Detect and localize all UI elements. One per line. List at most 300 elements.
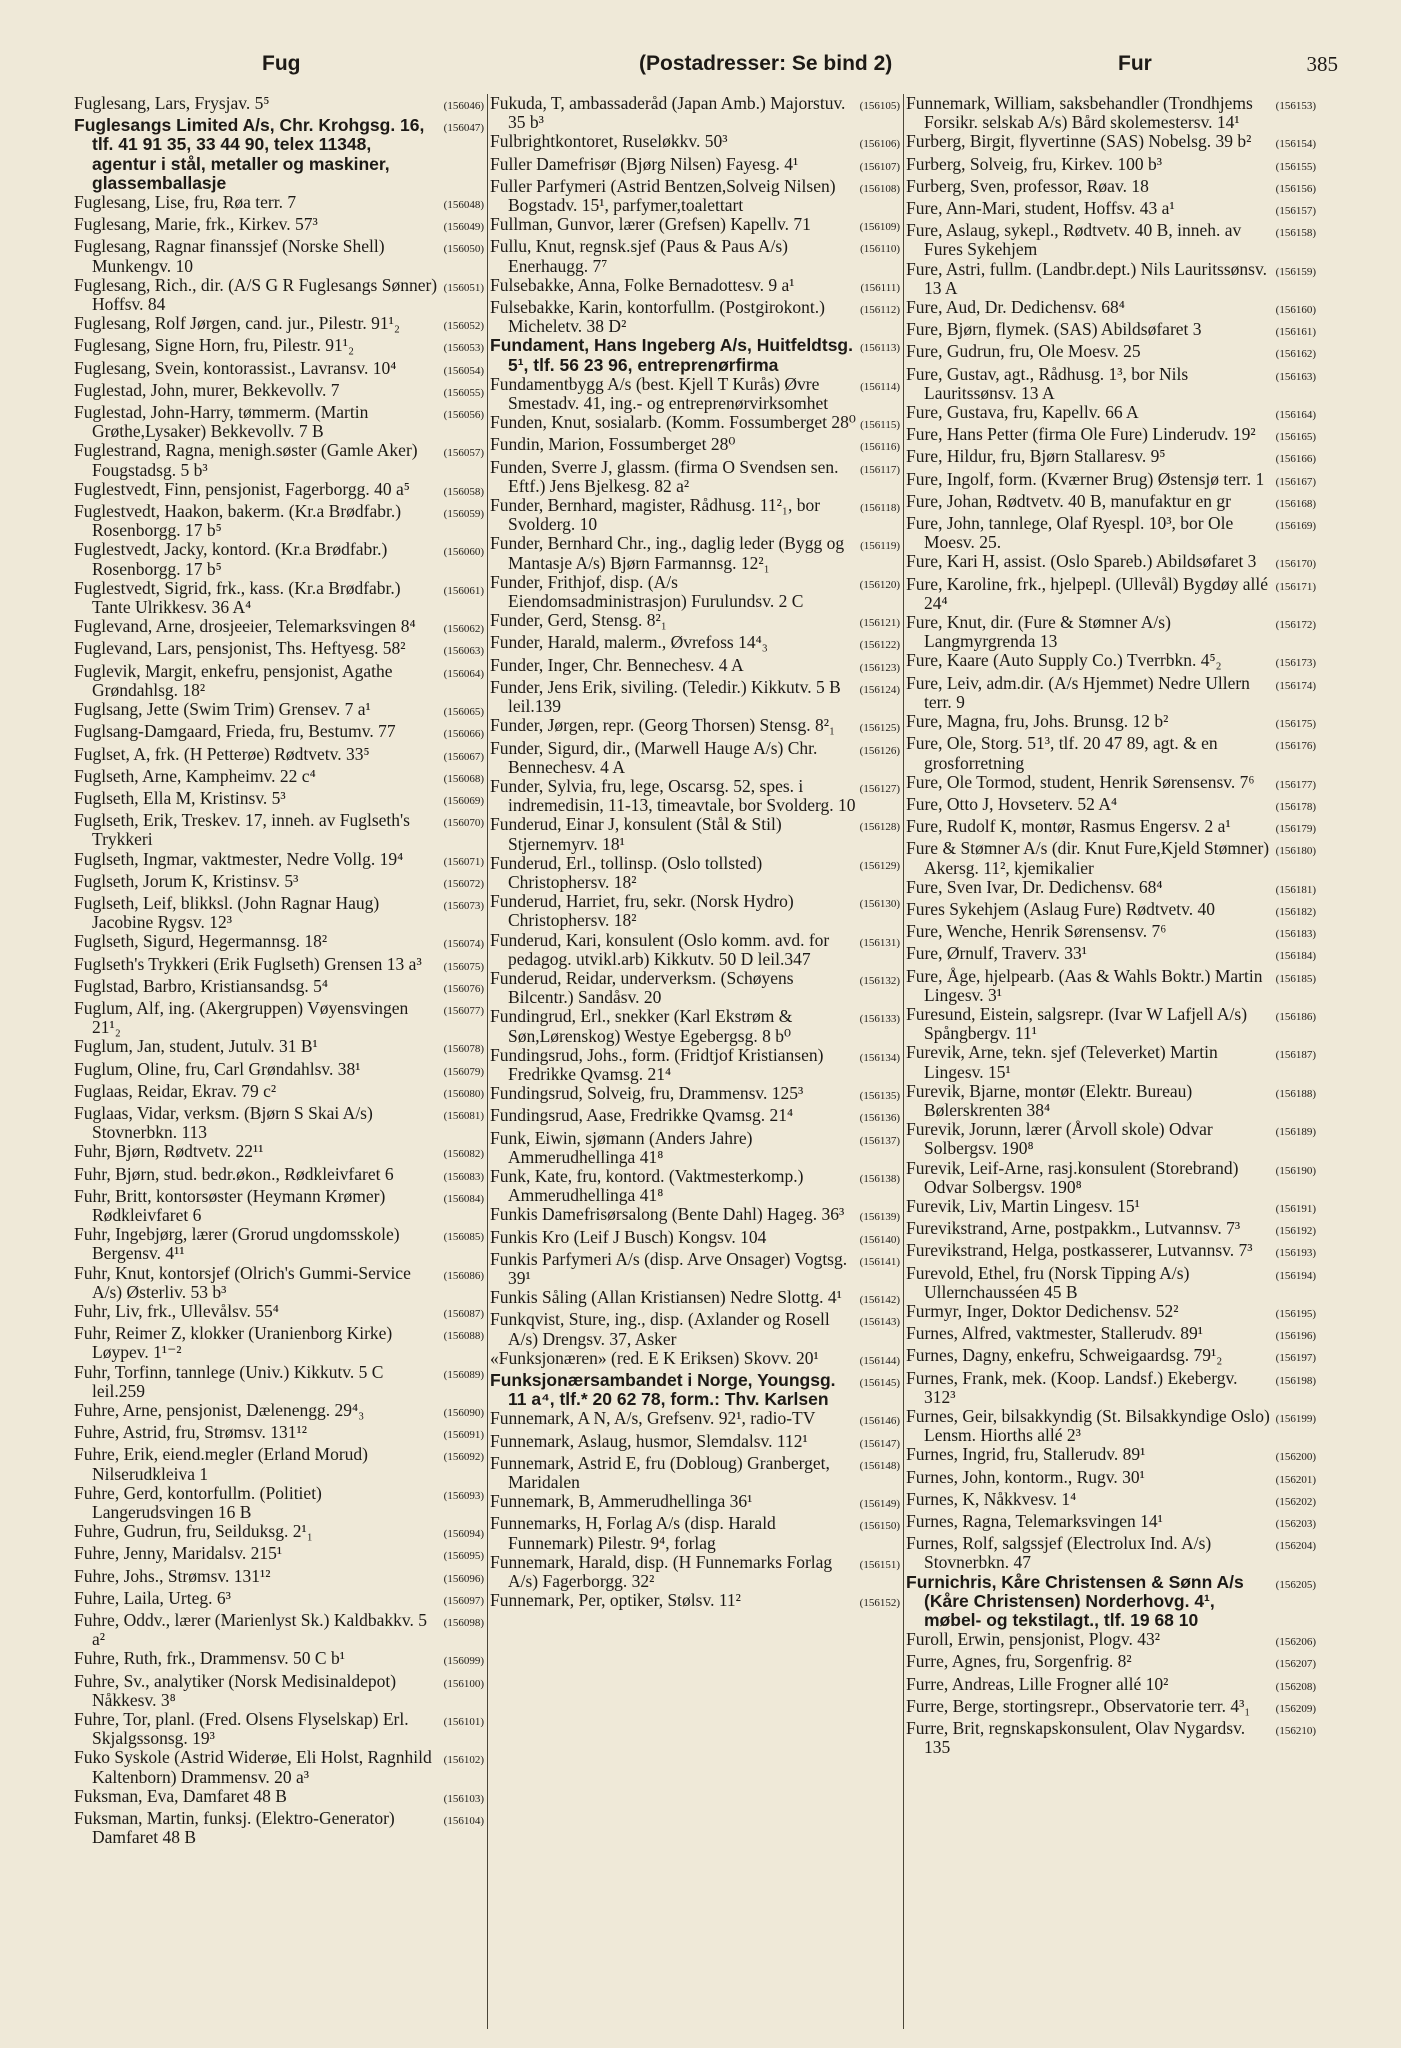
entry-text: Fure, Hans Petter (firma Ole Fure) Linderudv. 19²	[906, 424, 1256, 445]
entry-text: Funnemark, William, saksbehandler (Trondhjems Forsikr. selskab A/s) Bård skolemestersv. 14¹	[906, 94, 1253, 133]
entry-number: (156194)	[1275, 1269, 1316, 1282]
entry-number: (156087)	[443, 1307, 484, 1320]
entry-text: Furre, Brit, regnskapskonsulent, Olav Nygardsv. 135	[906, 1718, 1246, 1758]
entry-text: Fukuda, T, ambassaderåd (Japan Amb.) Majorstuv. 35 b³	[490, 94, 846, 133]
entry-number: (156096)	[443, 1572, 484, 1585]
entry-number: (156079)	[443, 1065, 484, 1078]
entry-text: Funder, Frithjof, disp. (A/s Eiendomsadministrasjon) Furulundsv. 2 C	[490, 571, 804, 612]
entry-text: Fuhre, Arne, pensjonist, Dælenengg. 29⁴₃	[74, 1400, 365, 1420]
directory-entry	[74, 767, 484, 789]
entry-number: (156203)	[1275, 1518, 1316, 1531]
entry-text: Fuhr, Knut, kontorsjef (Olrich's Gummi-Service A/s) Østerliv. 53 b³	[74, 1262, 411, 1302]
header-first-word: Fug	[262, 52, 301, 75]
directory-entry	[490, 1349, 900, 1371]
entry-number: (156169)	[1275, 520, 1316, 533]
directory-entry	[906, 132, 1316, 154]
entry-text: Funkis Damefrisørsalong (Bente Dahl) Hageg. 36³	[490, 1204, 845, 1225]
entry-number: (156196)	[1275, 1330, 1316, 1343]
entry-number: (156108)	[859, 182, 900, 195]
directory-entry	[74, 1445, 484, 1483]
entry-number: (156122)	[859, 639, 900, 652]
directory-entry	[74, 1649, 484, 1671]
entry-text: Fure, Ole, Storg. 51³, tlf. 20 47 89, agt. & en grosforretning	[906, 733, 1218, 773]
entry-number: (156146)	[859, 1415, 900, 1428]
directory-entry	[74, 1787, 484, 1809]
entry-number: (156151)	[859, 1558, 900, 1571]
entry-number: (156107)	[859, 160, 900, 173]
entry-text: Funk, Eiwin, sjømann (Anders Jahre) Ammerudhellinga 41⁸	[490, 1127, 753, 1167]
entry-text: Fure, Wenche, Henrik Sørensensv. 7⁶	[906, 921, 1167, 942]
entry-text: Funderud, Harriet, fru, sekr. (Norsk Hydro) Christophersv. 18²	[490, 891, 794, 931]
directory-entry	[490, 1167, 900, 1205]
entry-text: Fundingsrud, Solveig, fru, Drammensv. 125³	[490, 1083, 804, 1104]
entry-text: Furevold, Ethel, fru (Norsk Tipping A/s) Ullernchausséen 45 B	[906, 1262, 1190, 1302]
entry-text: Funderud, Reidar, underverksm. (Schøyens Bilcentr.) Sandåsv. 20	[490, 967, 794, 1008]
entry-number: (156179)	[1275, 823, 1316, 836]
directory-entry	[74, 94, 484, 116]
entry-number: (156118)	[860, 502, 900, 515]
entry-number: (156206)	[1275, 1636, 1316, 1649]
directory-entry	[74, 850, 484, 872]
directory-entry	[906, 1324, 1316, 1346]
entry-text: Fuhr, Bjørn, stud. bedr.økon., Rødkleivfaret 6	[74, 1163, 394, 1184]
directory-entry	[74, 1037, 484, 1059]
entry-text: Fuglaas, Vidar, verksm. (Bjørn S Skai A/s) Stovnerbkn. 113	[74, 1102, 373, 1143]
directory-entry	[906, 1445, 1316, 1467]
entry-number: (156112)	[860, 304, 900, 317]
directory-entry	[906, 1005, 1316, 1043]
entry-text: Fuglestvedt, Haakon, bakerm. (Kr.a Brødfabr.) Rosenborgg. 17 b⁵	[74, 501, 402, 541]
column-3	[906, 94, 1320, 2029]
entry-text: Fuglesang, Ragnar finanssjef (Norske Shell) Munkengv. 10	[74, 236, 385, 276]
entry-text: Funnemark, Astrid E, fru (Dobloug) Granberget, Maridalen	[490, 1452, 830, 1493]
entry-number: (156130)	[859, 898, 900, 911]
directory-entry	[74, 116, 484, 193]
entry-number: (156139)	[859, 1211, 900, 1224]
entry-text: Fures Sykehjem (Aslaug Fure) Rødtvetv. 40	[906, 898, 1215, 919]
entry-text: Fuglsang, Jette (Swim Trim) Grensev. 7 a¹	[74, 699, 371, 720]
directory-entry	[490, 656, 900, 678]
directory-entry	[74, 1060, 484, 1082]
entry-text: Fuglestad, John, murer, Bekkevollv. 7	[74, 379, 340, 400]
entry-text: Furberg, Solveig, fru, Kirkev. 100 b³	[906, 153, 1163, 174]
entry-text: Furevik, Bjarne, montør (Elektr. Bureau) Bølerskrenten 38⁴	[906, 1080, 1193, 1120]
entry-number: (156172)	[1275, 619, 1316, 632]
entry-number: (156102)	[443, 1754, 484, 1767]
entry-text: Funder, Sylvia, fru, lege, Oscarsg. 52, spes. i indremedisin, 11-13, timeavtale, bor Svolderg. 10	[490, 775, 856, 816]
directory-entry	[74, 403, 484, 441]
entry-text: Fulbrightkontoret, Ruseløkkv. 50³	[490, 131, 728, 152]
directory-entry	[906, 1159, 1316, 1197]
directory-entry	[906, 155, 1316, 177]
directory-entry	[74, 579, 484, 617]
entry-number: (156070)	[443, 817, 484, 830]
entry-number: (156148)	[859, 1459, 900, 1472]
entry-number: (156192)	[1275, 1225, 1316, 1238]
directory-entry	[74, 1104, 484, 1142]
entry-number: (156111)	[860, 281, 900, 294]
entry-number: (156175)	[1275, 718, 1316, 731]
entry-number: (156178)	[1275, 800, 1316, 813]
directory-entry	[906, 1082, 1316, 1120]
directory-entry	[906, 1043, 1316, 1081]
entry-number: (156158)	[1275, 227, 1316, 240]
entry-number: (156092)	[443, 1451, 484, 1464]
entry-text: Fuglestvedt, Jacky, kontord. (Kr.a Brødfabr.) Rosenborgg. 17 b⁵	[74, 539, 388, 579]
entry-text: Funksjonærsambandet i Norge, Youngsg. 11 a⁴, tlf.* 20 62 78, form.: Thv. Karlsen	[490, 1370, 836, 1410]
entry-text: Funkis Parfymeri A/s (disp. Arve Onsager) Vogtsg. 39¹	[490, 1248, 848, 1288]
entry-number: (156106)	[859, 138, 900, 151]
entry-number: (156052)	[443, 320, 484, 333]
entry-text: Furoll, Erwin, pensjonist, Plogv. 43²	[906, 1629, 1160, 1650]
entry-text: Funderud, Einar J, konsulent (Stål & Stil) Stjernemyrv. 18¹	[490, 814, 782, 854]
directory-entry	[74, 662, 484, 700]
entry-number: (156207)	[1275, 1658, 1316, 1671]
directory-entry	[490, 1250, 900, 1288]
entry-number: (156076)	[443, 982, 484, 995]
entry-text: Fuglseth, Leif, blikksl. (John Ragnar Haug) Jacobine Rygsv. 12³	[74, 892, 380, 933]
directory-entry	[490, 1492, 900, 1514]
entry-number: (156156)	[1275, 182, 1316, 195]
directory-entry	[490, 336, 900, 374]
entry-number: (156144)	[859, 1354, 900, 1367]
directory-entry	[74, 700, 484, 722]
entry-number: (156163)	[1275, 370, 1316, 383]
entry-number: (156180)	[1275, 845, 1316, 858]
entry-number: (156188)	[1275, 1087, 1316, 1100]
entry-number: (156051)	[443, 281, 484, 294]
entry-text: Fuhre, Laila, Urteg. 6³	[74, 1587, 231, 1608]
directory-entry	[74, 1522, 484, 1544]
entry-text: Fuglesang, Lars, Frysjav. 5⁵	[74, 94, 270, 113]
entry-text: Fuglseth's Trykkeri (Erik Fuglseth) Grensen 13 a³	[74, 953, 422, 974]
entry-number: (156094)	[443, 1528, 484, 1541]
entry-number: (156127)	[859, 782, 900, 795]
entry-number: (156165)	[1275, 431, 1316, 444]
directory-entry	[74, 540, 484, 578]
directory-entry	[74, 359, 484, 381]
entry-number: (156161)	[1275, 326, 1316, 339]
entry-text: Fundin, Marion, Fossumberget 28⁰	[490, 434, 736, 455]
entry-number: (156084)	[443, 1192, 484, 1205]
directory-entry	[490, 1205, 900, 1227]
entry-text: Fuglevand, Arne, drosjeeier, Telemarksvingen 8⁴	[74, 616, 416, 637]
entry-text: Fure, Sven Ivar, Dr. Dedichensv. 68⁴	[906, 876, 1163, 897]
directory-entry	[490, 1310, 900, 1348]
directory-entry	[490, 1371, 900, 1409]
directory-entry	[74, 811, 484, 849]
directory-entry	[490, 633, 900, 655]
entry-text: Fuglseth, Sigurd, Hegermannsg. 18²	[74, 931, 328, 952]
entry-number: (156110)	[860, 243, 900, 256]
entry-number: (156080)	[443, 1087, 484, 1100]
entry-number: (156155)	[1275, 160, 1316, 173]
directory-entry	[906, 470, 1316, 492]
directory-entry	[490, 777, 900, 815]
entry-text: Fulsebakke, Anna, Folke Bernadottesv. 9 a¹	[490, 274, 795, 295]
directory-entry	[906, 773, 1316, 795]
entry-number: (156152)	[859, 1597, 900, 1610]
entry-number: (156073)	[443, 899, 484, 912]
directory-entry	[906, 817, 1316, 839]
directory-entry	[74, 1809, 484, 1847]
entry-number: (156058)	[443, 485, 484, 498]
entry-number: (156059)	[443, 508, 484, 521]
entry-text: Fuhre, Jenny, Maridalsv. 215¹	[74, 1543, 283, 1564]
directory-entry	[74, 1302, 484, 1324]
directory-entry	[490, 132, 900, 154]
entry-number: (156114)	[860, 380, 900, 393]
entry-text: Fulsebakke, Karin, kontorfullm. (Postgirokont.) Micheletv. 38 D²	[490, 297, 825, 337]
entry-number: (156065)	[443, 706, 484, 719]
column-divider	[487, 94, 488, 2029]
entry-number: (156101)	[443, 1716, 484, 1729]
column-1	[74, 94, 488, 2029]
directory-entry	[906, 1468, 1316, 1490]
entry-number: (156147)	[859, 1437, 900, 1450]
directory-entry	[906, 221, 1316, 259]
directory-entry	[490, 815, 900, 853]
directory-entry	[74, 977, 484, 999]
directory-entry	[490, 237, 900, 275]
entry-number: (156183)	[1275, 928, 1316, 941]
directory-entry	[490, 573, 900, 611]
entry-text: Furevik, Jorunn, lærer (Årvoll skole) Odvar Solbergsv. 190⁸	[906, 1119, 1213, 1159]
directory-entry	[490, 94, 900, 132]
entry-number: (156136)	[859, 1112, 900, 1125]
directory-entry	[74, 1567, 484, 1589]
entry-text: Fure, Gustava, fru, Kapellv. 66 A	[906, 402, 1139, 423]
entry-text: Furberg, Sven, professor, Røav. 18	[906, 175, 1149, 196]
directory-entry	[74, 441, 484, 479]
entry-text: Fuhre, Tor, planl. (Fred. Olsens Flyselskap) Erl. Skjalgssonsg. 19³	[74, 1709, 409, 1749]
entry-text: Furesund, Eistein, salgsrepr. (Ivar W Lafjell A/s) Spångbergv. 11¹	[906, 1003, 1248, 1044]
entry-text: Furevik, Leif-Arne, rasj.konsulent (Storebrand) Odvar Solbergsv. 190⁸	[906, 1157, 1239, 1197]
directory-entry	[490, 969, 900, 1007]
entry-number: (156077)	[443, 1004, 484, 1017]
entry-text: Furnichris, Kåre Christensen & Sønn A/s (Kåre Christensen) Norderhovg. 4¹, møbel- og tekstilagt., tlf. 19 68 10	[906, 1571, 1244, 1631]
page-header	[74, 52, 1338, 82]
entry-number: (156198)	[1275, 1374, 1316, 1387]
entry-text: Furnes, Ingrid, fru, Stallerudv. 89¹	[906, 1444, 1146, 1465]
entry-text: Fuhr, Reimer Z, klokker (Uranienborg Kirke) Løypev. 1¹⁻²	[74, 1323, 393, 1363]
directory-entry	[490, 155, 900, 177]
entry-text: Fuksman, Eva, Damfaret 48 B	[74, 1785, 287, 1806]
entry-number: (156150)	[859, 1520, 900, 1533]
entry-text: Funder, Gerd, Stensg. 8²₁	[490, 610, 667, 631]
directory-entry	[490, 611, 900, 633]
entry-number: (156123)	[859, 661, 900, 674]
directory-entry	[74, 639, 484, 661]
entry-text: Fure, Ann-Mari, student, Hoffsv. 43 a¹	[906, 198, 1175, 219]
entry-number: (156131)	[859, 936, 900, 949]
entry-text: Funnemark, Harald, disp. (H Funnemarks Forlag A/s) Fagerborgg. 32²	[490, 1551, 833, 1592]
directory-entry	[490, 435, 900, 457]
directory-entry	[74, 1363, 484, 1401]
entry-text: Furberg, Birgit, flyvertinne (SAS) Nobelsg. 39 b²	[906, 131, 1252, 152]
entry-number: (156062)	[443, 623, 484, 636]
directory-entry	[906, 425, 1316, 447]
entry-text: Funder, Jørgen, repr. (Georg Thorsen) Stensg. 8²₁	[490, 715, 836, 736]
entry-number: (156060)	[443, 546, 484, 559]
entry-text: Fuglum, Jan, student, Jutulv. 31 B¹	[74, 1036, 318, 1057]
entry-number: (156109)	[859, 221, 900, 234]
entry-text: Fure, Ingolf, form. (Kværner Brug) Østensjø terr. 1	[906, 468, 1265, 489]
entry-number: (156154)	[1275, 138, 1316, 151]
entry-text: Fuller Parfymeri (Astrid Bentzen,Solveig Nilsen) Bogstadv. 15¹, parfymer,toalettart	[490, 175, 836, 216]
entry-number: (156046)	[443, 100, 484, 112]
entry-number: (156081)	[443, 1109, 484, 1122]
directory-entry	[490, 1084, 900, 1106]
entry-number: (156078)	[443, 1043, 484, 1056]
entry-text: Furevikstrand, Arne, postpakkm., Lutvannsv. 7³	[906, 1218, 1241, 1239]
directory-entry	[906, 575, 1316, 613]
entry-number: (156145)	[859, 1377, 900, 1389]
directory-entry	[74, 237, 484, 275]
directory-entry	[490, 1228, 900, 1250]
directory-entry	[906, 795, 1316, 817]
directory-entry	[490, 1514, 900, 1552]
entry-number: (156140)	[859, 1233, 900, 1246]
entry-text: Furnes, K, Nåkkvesv. 1⁴	[906, 1488, 1077, 1509]
directory-entry	[490, 892, 900, 930]
directory-entry	[906, 1407, 1316, 1445]
directory-entry	[906, 1264, 1316, 1302]
entry-number: (156057)	[443, 447, 484, 460]
entry-text: Fure, Ole Tormod, student, Henrik Sørensensv. 7⁶	[906, 771, 1255, 792]
directory-entry	[74, 1401, 484, 1423]
directory-entry	[490, 1007, 900, 1045]
entry-text: Fuhr, Ingebjørg, lærer (Grorud ungdomsskole) Bergensv. 4¹¹	[74, 1224, 400, 1264]
entry-number: (156137)	[859, 1134, 900, 1147]
directory-entry	[74, 1423, 484, 1445]
entry-text: Fuglesang, Rich., dir. (A/S G R Fuglesangs Sønner) Hoffsv. 84	[74, 274, 438, 315]
entry-number: (156082)	[443, 1148, 484, 1161]
directory-entry	[74, 1142, 484, 1164]
directory-entry	[906, 94, 1316, 132]
entry-text: Furre, Berge, stortingsrepr., Observatorie terr. 4³₁	[906, 1695, 1251, 1716]
entry-text: Fuhre, Astrid, fru, Strømsv. 131¹²	[74, 1422, 307, 1443]
directory-entry	[490, 215, 900, 237]
directory-entry	[490, 1129, 900, 1167]
entry-number: (156049)	[443, 221, 484, 234]
entry-number: (156162)	[1275, 348, 1316, 361]
directory-entry	[74, 745, 484, 767]
entry-text: Fure, Kari H, assist. (Oslo Spareb.) Abildsøfaret 3	[906, 551, 1257, 572]
directory-entry	[74, 617, 484, 639]
entry-number: (156129)	[859, 859, 900, 872]
entry-text: Fure, John, tannlege, Olaf Ryespl. 10³, bor Ole Moesv. 25.	[906, 513, 1234, 553]
column-divider	[903, 94, 904, 2029]
entry-text: Fuglseth, Erik, Treskev. 17, inneh. av Fuglseth's Trykkeri	[74, 810, 410, 850]
entry-number: (156116)	[860, 441, 900, 454]
directory-entry	[906, 1369, 1316, 1407]
entry-text: Fuglseth, Ingmar, vaktmester, Nedre Vollg. 19⁴	[74, 848, 404, 869]
entry-text: Fure, Otto J, Hovseterv. 52 A⁴	[906, 793, 1118, 814]
entry-number: (156164)	[1275, 409, 1316, 422]
entry-text: Fure, Karoline, frk., hjelpepl. (Ullevål) Bygdøy allé 24⁴	[906, 573, 1269, 613]
entry-number: (156063)	[443, 645, 484, 658]
entry-text: Fure, Knut, dir. (Fure & Stømner A/s) Langmyrgrenda 13	[906, 612, 1171, 652]
directory-entry	[490, 177, 900, 215]
directory-entry	[74, 1589, 484, 1611]
directory-entry	[906, 552, 1316, 574]
page-number: 385	[1306, 52, 1338, 76]
entry-number: (156153)	[1275, 100, 1316, 112]
directory-entry	[74, 1324, 484, 1362]
directory-entry	[906, 177, 1316, 199]
directory-entry	[906, 199, 1316, 221]
entry-text: Furevik, Liv, Martin Lingesv. 15¹	[906, 1195, 1140, 1216]
entry-text: Furnes, Alfred, vaktmester, Stallerudv. 89¹	[906, 1323, 1203, 1344]
entry-number: (156135)	[859, 1090, 900, 1103]
entry-text: Fuglaas, Reidar, Ekrav. 79 c²	[74, 1080, 277, 1101]
entry-text: Fundingsrud, Aase, Fredrikke Qvamsg. 21⁴	[490, 1105, 794, 1126]
entry-number: (156103)	[443, 1792, 484, 1805]
entry-text: Fuglum, Oline, fru, Carl Grøndahlsv. 38¹	[74, 1058, 361, 1079]
entry-text: Funder, Inger, Chr. Bennechesv. 4 A	[490, 654, 744, 675]
entry-text: Furnes, Geir, bilsakkyndig (St. Bilsakkyndige Oslo) Lensm. Hiorths allé 2³	[906, 1406, 1270, 1446]
entry-text: Fuhre, Oddv., lærer (Marienlyst Sk.) Kaldbakkv. 5 a²	[74, 1610, 428, 1650]
entry-number: (156149)	[859, 1498, 900, 1511]
directory-entry	[490, 276, 900, 298]
directory-entry	[906, 514, 1316, 552]
entry-text: Furnes, Ragna, Telemarksvingen 14¹	[906, 1511, 1163, 1532]
directory-entry	[74, 1225, 484, 1263]
directory-entry	[74, 1187, 484, 1225]
entry-text: Fuhr, Britt, kontorsøster (Heymann Krømer) Rødkleivfaret 6	[74, 1185, 386, 1225]
entry-text: Fure, Ørnulf, Traverv. 33¹	[906, 943, 1088, 964]
entry-text: Fuglseth, Ella M, Kristinsv. 5³	[74, 787, 286, 808]
entry-number: (156061)	[443, 584, 484, 597]
entry-number: (156093)	[443, 1489, 484, 1502]
entry-number: (156075)	[443, 960, 484, 973]
entry-number: (156050)	[443, 243, 484, 256]
directory-entry	[490, 1432, 900, 1454]
entry-number: (156189)	[1275, 1126, 1316, 1139]
directory-entry	[906, 712, 1316, 734]
entry-text: Funder, Jens Erik, siviling. (Teledir.) Kikkutv. 5 B leil.139	[490, 676, 841, 717]
directory-entry	[74, 1611, 484, 1649]
directory-entry	[74, 955, 484, 977]
entry-text: Funder, Harald, malerm., Øvrefoss 14⁴₃	[490, 632, 768, 653]
entry-number: (156142)	[859, 1294, 900, 1307]
entry-number: (156167)	[1275, 475, 1316, 488]
entry-number: (156209)	[1275, 1702, 1316, 1715]
entry-number: (156204)	[1275, 1540, 1316, 1553]
entry-text: Funden, Knut, sosialarb. (Komm. Fossumberget 28⁰	[490, 412, 856, 433]
entry-number: (156160)	[1275, 304, 1316, 317]
entry-number: (156085)	[443, 1231, 484, 1244]
directory-entry	[74, 894, 484, 932]
entry-text: Fuhre, Ruth, frk., Drammensv. 50 C b¹	[74, 1648, 345, 1669]
entry-number: (156054)	[443, 364, 484, 377]
directory-entry	[906, 1197, 1316, 1219]
entry-number: (156089)	[443, 1368, 484, 1381]
entry-text: Fure, Bjørn, flymek. (SAS) Abildsøfaret 3	[906, 319, 1202, 340]
entry-text: Fuglestvedt, Finn, pensjonist, Fagerborgg. 40 a⁵	[74, 478, 410, 499]
entry-number: (156210)	[1275, 1725, 1316, 1738]
entry-number: (156186)	[1275, 1010, 1316, 1023]
entry-text: Fuglesang, Rolf Jørgen, cand. jur., Pilestr. 91¹₂	[74, 313, 401, 334]
entry-number: (156171)	[1275, 580, 1316, 593]
entry-number: (156097)	[443, 1594, 484, 1607]
directory-entry	[490, 716, 900, 738]
entry-text: Fundament, Hans Ingeberg A/s, Huitfeldtsg. 5¹, tlf. 56 23 96, entreprenørfirma	[490, 335, 853, 375]
directory-entry	[490, 1591, 900, 1613]
entry-number: (156125)	[859, 722, 900, 735]
directory-entry	[490, 1046, 900, 1084]
